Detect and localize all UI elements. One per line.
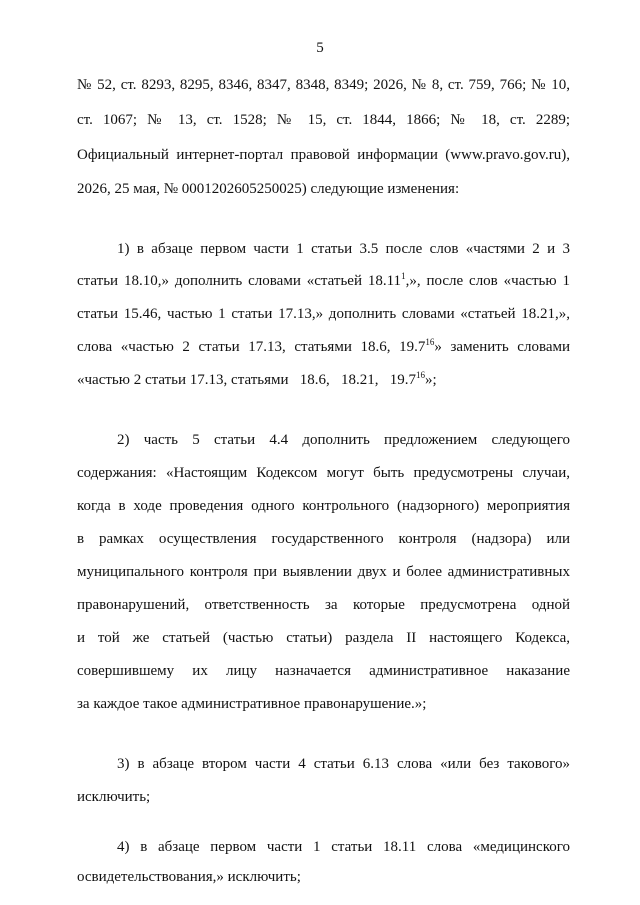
item1-line-4-text-a: слова «частью 2 статьи 17.13, статьями 18.6, 19.7 xyxy=(77,339,426,355)
item4-line-1: 4) в абзаце первом части 1 статьи 18.11 слова «медицинского xyxy=(117,839,570,855)
item2-line-1: 2) часть 5 статьи 4.4 дополнить предложением следующего xyxy=(117,432,570,448)
item1-line-2-text-b: ,», после слов «частью 1 xyxy=(405,273,570,289)
item2-line-6: правонарушений, ответственность за которые предусмотрена одной xyxy=(77,597,570,613)
item1-line-2 xyxy=(77,272,570,290)
item2-line-5: муниципального контроля при выявлении двух и более административных xyxy=(77,564,570,580)
item1-line-2-sup: 1 xyxy=(401,271,406,281)
item2-line-8: совершившему их лицу назначается административное наказание xyxy=(77,663,570,679)
item1-line-5-sup: 16 xyxy=(416,370,426,380)
page-number: 5 xyxy=(316,40,324,56)
item1-line-5-text-b: »; xyxy=(425,372,437,388)
intro-line-2: ст. 1067; № 13, ст. 1528; № 15, ст. 1844, 1866; № 18, ст. 2289; xyxy=(77,112,570,128)
item3-line-2: исключить; xyxy=(77,789,151,805)
intro-line-1: № 52, ст. 8293, 8295, 8346, 8347, 8348, 8349; 2026, № 8, ст. 759, 766; № 10, xyxy=(77,77,570,93)
item1-line-4 xyxy=(77,338,570,356)
item2-line-7: и той же статьей (частью статьи) раздела II настоящего Кодекса, xyxy=(77,630,570,646)
item1-line-5-text-a: «частью 2 статьи 17.13, статьями 18.6, 18.21, 19.7 xyxy=(77,372,417,388)
item1-line-1: 1) в абзаце первом части 1 статьи 3.5 после слов «частями 2 и 3 xyxy=(117,241,570,257)
item1-line-3: статьи 15.46, частью 1 статьи 17.13,» дополнить словами «статьей 18.21,», xyxy=(77,306,570,322)
item2-line-9: за каждое такое административное правонарушение.»; xyxy=(77,696,427,712)
intro-line-3: Официальный интернет-портал правовой информации (www.pravo.gov.ru), xyxy=(77,147,570,163)
item3-line-1: 3) в абзаце втором части 4 статьи 6.13 слова «или без такового» xyxy=(117,756,570,772)
item1-line-5 xyxy=(77,371,570,389)
intro-line-4: 2026, 25 мая, № 0001202605250025) следующие изменения: xyxy=(77,181,460,197)
item2-line-4: в рамках осуществления государственного контроля (надзора) или xyxy=(77,531,570,547)
item2-line-3: когда в ходе проведения одного контрольного (надзорного) мероприятия xyxy=(77,498,570,514)
item2-line-2: содержания: «Настоящим Кодексом могут быть предусмотрены случаи, xyxy=(77,465,570,481)
item4-line-2: освидетельствования,» исключить; xyxy=(77,869,301,885)
item1-line-4-sup: 16 xyxy=(425,337,435,347)
item1-line-4-text-b: » заменить словами xyxy=(434,339,571,355)
item1-line-2-text-a: статьи 18.10,» дополнить словами «статьей 18.11 xyxy=(77,273,402,289)
